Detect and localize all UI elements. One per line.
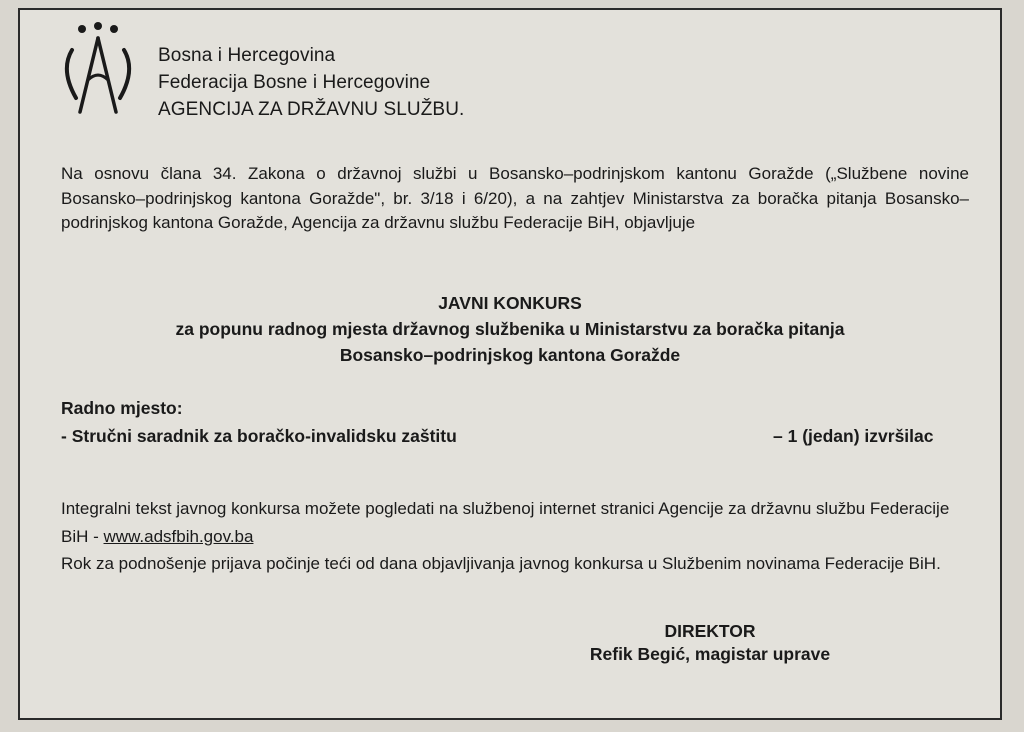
position-name: - Stručni saradnik za boračko-invalidsku zaštitu — [61, 426, 457, 446]
agency-line: AGENCIJA ZA DRŽAVNU SLUŽBU. — [158, 99, 465, 120]
notice-title — [20, 290, 1000, 368]
deadline-text: Rok za podnošenje prijava počinje teći od dana objavljivanja javnog konkursa u Službenim novinama Federacije BiH. — [61, 554, 941, 573]
agency-logo-icon — [58, 20, 138, 120]
position-label: Radno mjesto: — [61, 398, 183, 418]
title-heading: JAVNI KONKURS — [438, 293, 582, 313]
signature-name: Refik Begić, magistar uprave — [589, 644, 831, 664]
title-subline-2: Bosansko–podrinjskog kantona Goražde — [339, 345, 681, 365]
intro-paragraph: Na osnovu člana 34. Zakona o državnoj službi u Bosansko–podrinjskom kantonu Goražde („Službene novine Bosansko–podrinjskog kantona Goražde", br. 3/18 i 6/20), a na zahtjev Ministarstva za boračka pitanja Bosansko–podrinjskog kantona Goražde, Agencija za državnu službu Federacije BiH, objavljuje — [61, 164, 969, 232]
position-count: – 1 (jedan) izvršilac — [773, 426, 934, 446]
country-line: Bosna i Hercegovina — [158, 45, 336, 66]
public-notice — [18, 8, 1002, 720]
signature-block — [560, 620, 860, 666]
signature-role: DIREKTOR — [664, 621, 756, 641]
title-subline: za popunu radnog mjesta državnog službenika u Ministarstvu za boračka pitanja — [175, 319, 845, 339]
federation-line: Federacija Bosne i Hercegovine — [158, 72, 431, 93]
info-paragraph — [61, 495, 973, 578]
agency-name — [158, 42, 464, 123]
info-text: Integralni tekst javnog konkursa možete pogledati na službenoj internet stranici Agencije za državnu službu Federacije BiH - — [61, 499, 950, 546]
website-link[interactable]: www.adsfbih.gov.ba — [103, 526, 254, 546]
position-row — [61, 426, 951, 447]
